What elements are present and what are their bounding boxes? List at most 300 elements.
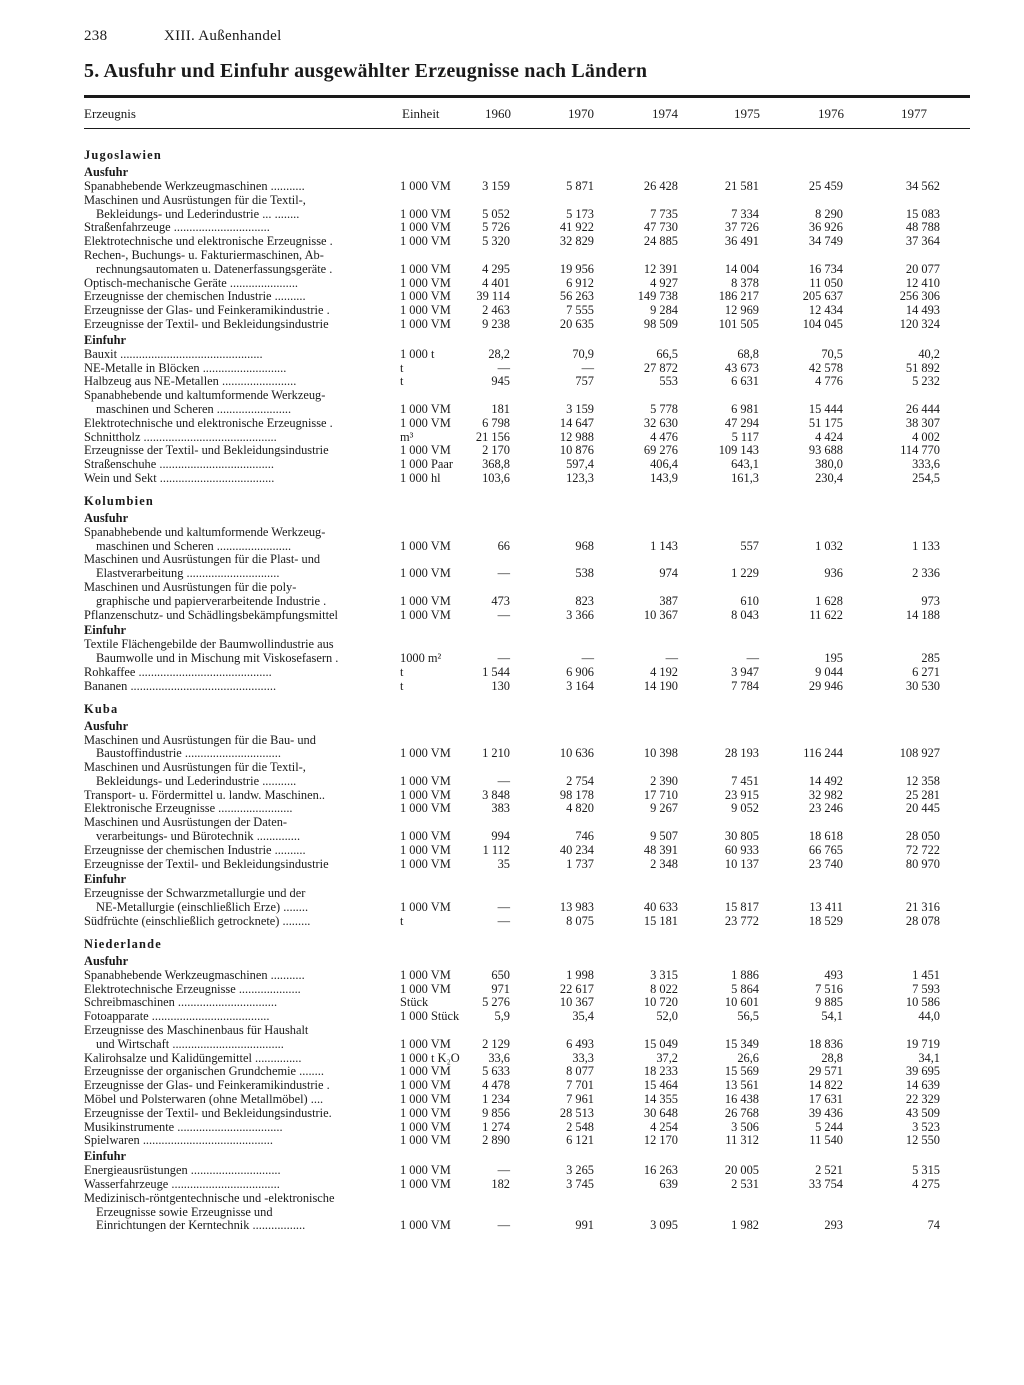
value-cell-1960: — <box>497 360 510 375</box>
table-row <box>84 666 970 680</box>
value-cell-1975: 5 864 <box>731 981 759 996</box>
value-cell-1974: 149 738 <box>637 289 678 304</box>
value-cell-1960: 650 <box>491 967 510 982</box>
value-cell-1977: 15 083 <box>905 206 940 221</box>
unit-cell: 1 000 VM <box>400 1078 451 1093</box>
value-cell-1977: 74 <box>927 1218 940 1233</box>
value-cell-1976: 29 571 <box>808 1064 843 1079</box>
value-cell-1976: 11 540 <box>809 1133 843 1148</box>
value-cell-1975: 9 052 <box>731 801 759 816</box>
value-cell-1975: 8 043 <box>731 607 759 622</box>
value-cell-1960: 1 234 <box>482 1092 510 1107</box>
product-name: Maschinen und Ausrüstungen für die Bau- und <box>84 733 316 747</box>
value-cell-1970: 3 164 <box>566 678 594 693</box>
value-cell-1974: 1 143 <box>650 538 678 553</box>
value-cell-1975: 15 349 <box>724 1036 759 1051</box>
product-name: Straßenschuhe ..................................... <box>84 458 274 472</box>
unit-cell: 1 000 VM <box>400 220 451 235</box>
value-cell-1970: 6 493 <box>566 1036 594 1051</box>
table-row-continuation <box>84 761 970 775</box>
unit-cell: 1 000 VM <box>400 289 451 304</box>
value-cell-1974: 553 <box>659 374 678 389</box>
table-row <box>84 540 970 554</box>
value-cell-1974: 4 476 <box>650 429 678 444</box>
product-name: Straßenfahrzeuge ............................... <box>84 221 270 235</box>
value-cell-1970: 6 906 <box>566 664 594 679</box>
value-cell-1977: 22 329 <box>905 1092 940 1107</box>
value-cell-1960: 2 463 <box>482 303 510 318</box>
product-name: Erzeugnisse der Glas- und Feinkeramikindustrie . <box>84 304 330 318</box>
unit-cell: 1 000 VM <box>400 1036 451 1051</box>
unit-cell: t <box>400 374 404 389</box>
table-row <box>84 609 970 623</box>
table-row <box>84 1121 970 1135</box>
value-cell-1975: 109 143 <box>718 443 759 458</box>
value-cell-1960: 2 170 <box>482 443 510 458</box>
table-row <box>84 1065 970 1079</box>
country-heading: Jugoslawien <box>84 148 162 162</box>
unit-cell: 1 000 VM <box>400 607 451 622</box>
value-cell-1960: — <box>497 900 510 915</box>
value-cell-1970: 3 159 <box>566 401 594 416</box>
unit-cell: 1 000 VM <box>400 773 451 788</box>
value-cell-1976: 14 822 <box>808 1078 843 1093</box>
table-row <box>84 595 970 609</box>
value-cell-1960: 6 798 <box>482 415 510 430</box>
value-cell-1970: 20 635 <box>559 316 594 331</box>
value-cell-1976: 4 424 <box>815 429 843 444</box>
column-header-product: Erzeugnis <box>84 106 136 121</box>
table-row <box>84 830 970 844</box>
unit-cell: 1 000 VM <box>400 401 451 416</box>
value-cell-1975: 1 229 <box>731 566 759 581</box>
value-cell-1977: 4 002 <box>912 429 940 444</box>
value-cell-1976: 11 050 <box>809 275 843 290</box>
product-name: Möbel und Polsterwaren (ohne Metallmöbel) .... <box>84 1093 324 1107</box>
value-cell-1976: 29 946 <box>808 678 843 693</box>
value-cell-1970: 757 <box>575 374 594 389</box>
unit-cell: 1 000 VM <box>400 303 451 318</box>
value-cell-1974: 26 428 <box>643 179 678 193</box>
value-cell-1960: 2 129 <box>482 1036 510 1051</box>
table-row <box>84 567 970 581</box>
value-cell-1970: 7 701 <box>566 1078 594 1093</box>
value-cell-1975: 43 673 <box>724 360 759 375</box>
value-cell-1975: 30 805 <box>724 829 759 844</box>
unit-cell: 1 000 VM <box>400 900 451 915</box>
table-row <box>84 1164 970 1178</box>
value-cell-1977: 5 315 <box>912 1163 940 1178</box>
value-cell-1975: 20 005 <box>724 1163 759 1178</box>
value-cell-1975: 101 505 <box>718 316 759 331</box>
value-cell-1975: 186 217 <box>718 289 759 304</box>
value-cell-1960: 181 <box>491 401 510 416</box>
product-name: Erzeugnisse der Schwarzmetallurgie und der <box>84 887 306 901</box>
value-cell-1970: 746 <box>575 829 594 844</box>
section-heading: Ausfuhr <box>84 718 129 733</box>
value-cell-1975: 28 193 <box>724 746 759 761</box>
unit-cell: 1 000 VM <box>400 1218 451 1233</box>
table-row-continuation <box>84 638 970 652</box>
value-cell-1976: 293 <box>824 1218 843 1233</box>
value-cell-1970: 70,9 <box>572 346 594 361</box>
value-cell-1976: 17 631 <box>808 1092 843 1107</box>
value-cell-1974: 17 710 <box>643 787 678 802</box>
value-cell-1970: 597,4 <box>566 457 594 472</box>
value-cell-1975: 56,5 <box>737 1009 759 1024</box>
value-cell-1974: 10 367 <box>643 607 678 622</box>
table-row <box>84 1134 970 1148</box>
value-cell-1976: 380,0 <box>815 457 843 472</box>
table-row <box>84 180 970 194</box>
product-name: Erzeugnisse der Textil- und Bekleidungsindustrie. <box>84 1106 332 1120</box>
product-name: Spanabhebende Werkzeugmaschinen ........... <box>84 180 305 193</box>
value-cell-1976: 16 734 <box>808 261 843 276</box>
value-cell-1976: 5 244 <box>815 1119 843 1134</box>
value-cell-1975: 2 531 <box>731 1177 759 1192</box>
value-cell-1974: 40 633 <box>643 900 678 915</box>
table-row <box>84 318 970 332</box>
value-cell-1970: 32 829 <box>559 234 594 249</box>
product-name: Erzeugnisse der Glas- und Feinkeramikindustrie . <box>84 1079 330 1093</box>
product-name: Erzeugnisse der Textil- und Bekleidungsindustrie <box>84 317 329 331</box>
value-cell-1976: 23 246 <box>808 801 843 816</box>
section-heading: Ausfuhr <box>84 953 129 968</box>
product-name: Spanabhebende und kaltumformende Werkzeug- <box>84 389 326 403</box>
value-cell-1977: 48 788 <box>905 220 940 235</box>
value-cell-1977: 12 550 <box>905 1133 940 1148</box>
product-name: Baustoffindustrie ............................... <box>96 747 281 761</box>
table-row <box>84 263 970 277</box>
value-cell-1974: 4 927 <box>650 275 678 290</box>
value-cell-1960: 5 276 <box>482 995 510 1010</box>
value-cell-1975: 5 117 <box>731 429 759 444</box>
unit-cell: 1 000 VM <box>400 234 451 249</box>
value-cell-1960: 1 210 <box>482 746 510 761</box>
value-cell-1960: 28,2 <box>488 346 510 361</box>
value-cell-1970: 6 912 <box>566 275 594 290</box>
product-name: Pflanzenschutz- und Schädlingsbekämpfungsmittel <box>84 608 338 622</box>
product-name: rechnungsautomaten u. Datenerfassungsgeräte . <box>96 262 333 276</box>
table-row <box>84 431 970 445</box>
value-cell-1974: 7 735 <box>650 206 678 221</box>
value-cell-1977: 5 232 <box>912 374 940 389</box>
value-cell-1977: 333,6 <box>912 457 940 472</box>
table-row <box>84 417 970 431</box>
value-cell-1976: 33 754 <box>808 1177 843 1192</box>
value-cell-1977: 20 077 <box>905 261 940 276</box>
value-cell-1975: 23 915 <box>724 787 759 802</box>
unit-cell: 1 000 hl <box>400 470 441 485</box>
value-cell-1977: 43 509 <box>905 1105 940 1120</box>
value-cell-1976: 18 618 <box>808 829 843 844</box>
value-cell-1970: — <box>581 360 594 375</box>
value-cell-1974: 9 507 <box>650 829 678 844</box>
value-cell-1960: 1 112 <box>482 842 510 857</box>
unit-cell: 1 000 VM <box>400 842 451 857</box>
value-cell-1974: 16 263 <box>643 1163 678 1178</box>
value-cell-1970: 3 745 <box>566 1177 594 1192</box>
unit-cell: 1 000 VM <box>400 1163 451 1178</box>
product-name: Optisch-mechanische Geräte ...................... <box>84 276 299 290</box>
value-cell-1970: 40 234 <box>559 842 594 857</box>
table-row <box>84 208 970 222</box>
value-cell-1976: 25 459 <box>808 179 843 193</box>
table-row <box>84 1010 970 1024</box>
product-name: NE-Metalle in Blöcken ........................... <box>84 361 287 375</box>
value-cell-1976: 51 175 <box>808 415 843 430</box>
value-cell-1975: 15 569 <box>724 1064 759 1079</box>
value-cell-1976: 12 434 <box>808 303 843 318</box>
value-cell-1976: 9 044 <box>815 664 843 679</box>
page-number: 238 <box>84 28 108 44</box>
unit-cell: 1 000 VM <box>400 179 451 193</box>
value-cell-1970: 968 <box>575 538 594 553</box>
value-cell-1977: 114 770 <box>900 443 940 458</box>
table-row <box>84 1219 970 1233</box>
value-cell-1970: — <box>581 651 594 666</box>
value-cell-1975: 1 886 <box>731 967 759 982</box>
value-cell-1974: 974 <box>659 566 678 581</box>
value-cell-1974: 15 049 <box>643 1036 678 1051</box>
country-heading: Kolumbien <box>84 493 155 508</box>
value-cell-1976: 18 529 <box>808 914 843 929</box>
table-row-continuation <box>84 553 970 567</box>
table-row <box>84 652 970 666</box>
value-cell-1970: 6 121 <box>566 1133 594 1148</box>
product-name: Einrichtungen der Kerntechnik ................. <box>96 1219 306 1233</box>
value-cell-1977: 21 316 <box>905 900 940 915</box>
value-cell-1974: 10 720 <box>643 995 678 1010</box>
value-cell-1976: 14 492 <box>808 773 843 788</box>
product-name: Elektronische Erzeugnisse ........................ <box>84 802 293 816</box>
table-row-continuation <box>84 734 970 748</box>
table-row <box>84 747 970 761</box>
value-cell-1975: 15 817 <box>724 900 759 915</box>
product-name: Erzeugnisse der organischen Grundchemie ........ <box>84 1065 324 1079</box>
value-cell-1975: 610 <box>740 593 759 608</box>
value-cell-1976: 205 637 <box>802 289 843 304</box>
value-cell-1977: 12 358 <box>905 773 940 788</box>
product-name: Medizinisch-röntgentechnische und -elektronische <box>84 1191 335 1205</box>
country-heading: Kuba <box>84 701 119 716</box>
product-name: Maschinen und Ausrüstungen für die Textil-, <box>84 193 306 207</box>
column-header-1970: 1970 <box>568 106 594 121</box>
product-name: Erzeugnisse der chemischen Industrie .......... <box>84 843 306 857</box>
product-name: graphische und papierverarbeitende Industrie . <box>96 594 327 608</box>
column-header-1976: 1976 <box>818 106 844 121</box>
value-cell-1975: 11 312 <box>725 1133 759 1148</box>
value-cell-1976: 34 749 <box>808 234 843 249</box>
product-name: Erzeugnisse des Maschinenbaus für Haushalt <box>84 1024 309 1038</box>
value-cell-1975: 37 726 <box>724 220 759 235</box>
product-name: Wein und Sekt ..................................... <box>84 471 275 485</box>
value-cell-1974: 66,5 <box>656 346 678 361</box>
section-heading: Einfuhr <box>84 872 127 887</box>
value-cell-1976: 493 <box>824 967 843 982</box>
table-row <box>84 444 970 458</box>
value-cell-1974: 4 254 <box>650 1119 678 1134</box>
value-cell-1977: 34 562 <box>905 179 940 193</box>
value-cell-1970: 35,4 <box>572 1009 594 1024</box>
unit-cell: 1 000 VM <box>400 443 451 458</box>
table-row-continuation <box>84 1192 970 1206</box>
table-row <box>84 304 970 318</box>
unit-cell: 1000 m² <box>400 651 442 666</box>
column-header-unit: Einheit <box>402 106 440 121</box>
value-cell-1975: 6 631 <box>731 374 759 389</box>
value-cell-1975: 23 772 <box>724 914 759 929</box>
value-cell-1970: 1 998 <box>566 967 594 982</box>
value-cell-1960: 5,9 <box>494 1009 510 1024</box>
value-cell-1960: 5 320 <box>482 234 510 249</box>
value-cell-1976: 195 <box>824 651 843 666</box>
chapter-title: XIII. Außenhandel <box>164 28 282 44</box>
product-name: Wasserfahrzeuge ................................... <box>84 1178 280 1192</box>
table-row <box>84 235 970 249</box>
table-row-continuation <box>84 1024 970 1038</box>
running-header <box>84 28 282 45</box>
value-cell-1970: 98 178 <box>559 787 594 802</box>
value-cell-1976: 36 926 <box>808 220 843 235</box>
value-cell-1977: 3 523 <box>912 1119 940 1134</box>
value-cell-1970: 1 737 <box>566 856 594 871</box>
value-cell-1960: — <box>497 914 510 929</box>
value-cell-1977: 4 275 <box>912 1177 940 1192</box>
unit-cell: 1 000 VM <box>400 1177 451 1192</box>
unit-cell: 1 000 t <box>400 346 435 361</box>
value-cell-1976: 8 290 <box>815 206 843 221</box>
column-header-1960: 1960 <box>485 106 511 121</box>
table-row <box>84 472 970 486</box>
value-cell-1974: 27 872 <box>643 360 678 375</box>
unit-cell: 1 000 VM <box>400 206 451 221</box>
value-cell-1960: 103,6 <box>482 470 510 485</box>
value-cell-1960: 3 848 <box>482 787 510 802</box>
value-cell-1977: 7 593 <box>912 981 940 996</box>
product-name: Energieausrüstungen ............................. <box>84 1164 281 1178</box>
value-cell-1960: 5 726 <box>482 220 510 235</box>
value-cell-1975: 643,1 <box>731 457 759 472</box>
value-cell-1960: 3 159 <box>482 179 510 193</box>
value-cell-1974: 24 885 <box>643 234 678 249</box>
product-name: Maschinen und Ausrüstungen der Daten- <box>84 816 288 830</box>
product-name: Schnittholz ........................................... <box>84 430 277 444</box>
unit-cell: 1 000 t K₂O <box>400 1050 460 1065</box>
value-cell-1976: 15 444 <box>808 401 843 416</box>
value-cell-1975: 16 438 <box>724 1092 759 1107</box>
table-row <box>84 1052 970 1066</box>
product-name: Fotoapparate ...................................... <box>84 1010 270 1024</box>
value-cell-1976: 28,8 <box>821 1050 843 1065</box>
value-cell-1970: 538 <box>575 566 594 581</box>
value-cell-1977: 26 444 <box>905 401 940 416</box>
product-name: Erzeugnisse sowie Erzeugnisse und <box>96 1205 273 1219</box>
section-heading: Ausfuhr <box>84 165 129 179</box>
unit-cell: 1 000 Paar <box>400 457 453 472</box>
unit-cell: 1 000 VM <box>400 538 451 553</box>
value-cell-1975: 21 581 <box>724 179 759 193</box>
unit-cell: 1 000 VM <box>400 967 451 982</box>
product-name: Elastverarbeitung .............................. <box>96 567 280 581</box>
value-cell-1974: 15 464 <box>643 1078 678 1093</box>
table-row <box>84 1107 970 1121</box>
value-cell-1974: 14 355 <box>643 1092 678 1107</box>
product-name: Erzeugnisse der Textil- und Bekleidungsindustrie <box>84 857 329 871</box>
column-header-1974: 1974 <box>652 106 678 121</box>
table-row-continuation <box>84 581 970 595</box>
value-cell-1977: 14 188 <box>905 607 940 622</box>
section-heading: Einfuhr <box>84 332 127 347</box>
product-name: Baumwolle und in Mischung mit Viskosefasern . <box>96 652 339 666</box>
value-cell-1977: 30 530 <box>905 678 940 693</box>
value-cell-1970: 8 077 <box>566 1064 594 1079</box>
value-cell-1977: 14 639 <box>905 1078 940 1093</box>
value-cell-1970: 7 961 <box>566 1092 594 1107</box>
value-cell-1970: 56 263 <box>559 289 594 304</box>
product-name: Erzeugnisse der chemischen Industrie .......... <box>84 290 306 304</box>
value-cell-1960: 4 295 <box>482 261 510 276</box>
value-cell-1976: 230,4 <box>815 470 843 485</box>
table-row <box>84 858 970 872</box>
table-row-continuation <box>84 526 970 540</box>
value-cell-1970: 991 <box>575 1218 594 1233</box>
value-cell-1960: 9 238 <box>482 316 510 331</box>
value-cell-1974: 10 398 <box>643 746 678 761</box>
value-cell-1975: 47 294 <box>724 415 759 430</box>
table-row <box>84 1178 970 1192</box>
value-cell-1974: 30 648 <box>643 1105 678 1120</box>
product-name: Textile Flächengebilde der Baumwollindustrie aus <box>84 638 334 652</box>
product-name: Bekleidungs- und Lederindustrie ... ........ <box>96 207 300 221</box>
value-cell-1977: 12 410 <box>905 275 940 290</box>
product-name: Bananen ............................................... <box>84 679 277 693</box>
value-cell-1976: 42 578 <box>808 360 843 375</box>
product-name: und Wirtschaft .................................... <box>96 1037 284 1051</box>
value-cell-1970: 10 876 <box>559 443 594 458</box>
table-row <box>84 1093 970 1107</box>
unit-cell: 1 000 VM <box>400 746 451 761</box>
value-cell-1974: 52,0 <box>656 1009 678 1024</box>
value-cell-1976: 4 776 <box>815 374 843 389</box>
table-row <box>84 1038 970 1052</box>
value-cell-1977: 14 493 <box>905 303 940 318</box>
unit-cell: 1 000 Stück <box>400 1009 460 1024</box>
value-cell-1977: 285 <box>921 651 940 666</box>
value-cell-1977: 40,2 <box>918 346 940 361</box>
value-cell-1976: 32 982 <box>808 787 843 802</box>
value-cell-1975: 3 947 <box>731 664 759 679</box>
value-cell-1977: 10 586 <box>905 995 940 1010</box>
value-cell-1975: 8 378 <box>731 275 759 290</box>
value-cell-1977: 2 336 <box>912 566 940 581</box>
value-cell-1974: 37,2 <box>656 1050 678 1065</box>
value-cell-1960: 971 <box>491 981 510 996</box>
value-cell-1960: 21 156 <box>475 429 510 444</box>
value-cell-1977: 254,5 <box>912 470 940 485</box>
value-cell-1970: 2 754 <box>566 773 594 788</box>
value-cell-1974: 406,4 <box>650 457 678 472</box>
value-cell-1974: 8 022 <box>650 981 678 996</box>
product-name: Maschinen und Ausrüstungen für die poly- <box>84 580 297 594</box>
value-cell-1960: 35 <box>497 856 510 871</box>
value-cell-1960: 1 544 <box>482 664 510 679</box>
unit-cell: 1 000 VM <box>400 1064 451 1079</box>
unit-cell: 1 000 VM <box>400 1105 451 1120</box>
value-cell-1960: 1 274 <box>482 1119 510 1134</box>
product-name: Spielwaren .......................................... <box>84 1134 273 1148</box>
table-row <box>84 1079 970 1093</box>
